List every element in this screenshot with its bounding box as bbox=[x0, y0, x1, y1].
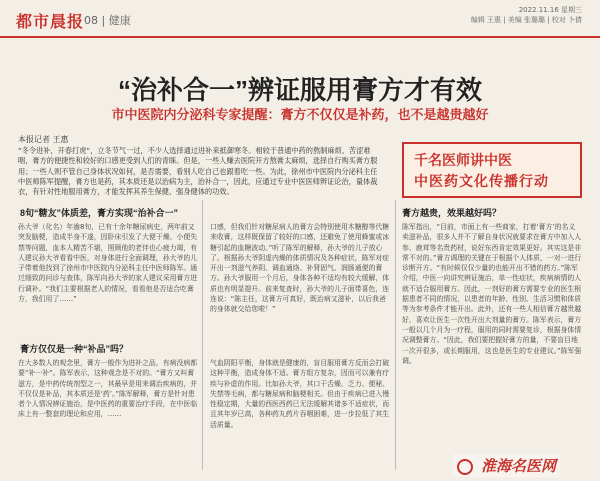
banner-line-2: 中医药文化传播行动 bbox=[414, 175, 549, 190]
banner-line-1: 千名医师讲中医 bbox=[414, 154, 512, 169]
section-heading-3: 膏方越贵，效果越好吗？ bbox=[402, 208, 502, 218]
masthead-logo: 都市晨报 bbox=[16, 14, 85, 31]
section-2-column-a: 在大多数人的观念里，膏方一般作为进补之品，有病没病都要“补一补”。陈军表示，这种观念是不对的。“膏方又叫膏滋方，是中药传统剂型之一，其最早是用来调治疾病的，并不仅仅是补品，其本质还是‘药’。”陈军解释，膏方是针对患者个人情况辨证施治，是中医药的重要治疗手段，在中医临床上有一整套的理论和应用，…… bbox=[18, 359, 198, 419]
column-divider bbox=[202, 200, 203, 470]
section-2-column-b: 气血阴阳平衡，身体就是健康的，盲目服用膏方反而会打破这种平衡，造成身体不适。膏方组方复杂，因而可以兼有疗疾与补虚的作用。比如孙大爷，其口干舌燥、乏力、便秘、失禁等毛病，都与糖尿病和脑梗相关。但由于疾病已进入慢性稳定期，大量的西医西药已无法缓解其诸多不适症状，而且其年岁已高，各种药丸药片吞咽困难，进一步拉低了其生活质量。 bbox=[210, 359, 390, 429]
section-heading-1: 8旬“糖友”体质差，膏方实现“治补合一” bbox=[20, 208, 179, 218]
section-1-column-b: 口感，但我们针对糖尿病人的膏方会特别使用木糖醇等代糖来收膏，这样既保留了较好的口感，还避免了使用蜂蜜或冰糖引起的血糖波动。”听了陈军的解释，孙大爷的儿子放心了。根据孙大爷阴虚内燥的体质情况及各种症状，陈军对症开出一剂滋气养阴、调血通络、补肾固气、润肠通便的膏方。孙大爷服用一个月后，身体各种不适均有较大缓解，体质也有明显提升。前来复查时，孙大爷的儿子面带喜色，连连说：“陈主任，这膏方可真好，既治病又滋补，以后我爸的身体就交给您啦！” bbox=[210, 223, 390, 314]
editor-line: 编辑 王惠 | 美编 张璐璐 | 校对 卜倩 bbox=[470, 16, 582, 24]
byline: 本报记者 王惠 bbox=[18, 135, 69, 144]
column-divider bbox=[395, 200, 396, 470]
section-heading-2: 膏方仅仅是一种“补品”吗？ bbox=[20, 344, 129, 354]
watermark-logo-icon bbox=[457, 459, 473, 475]
subheadline: 市中医院内分泌科专家提醒：膏方不仅仅是补药，也不是越贵越好 bbox=[111, 107, 489, 122]
section-1-column-a: 孙大爷（化名）年逾8旬，已有十余年糖尿病史，两年前又突发脑梗，造成半身不遂，因卧床引发了大便干燥、小便失禁等问题，血本人精苦不堪，照顾他的老伴也心疲力竭，有人建议孙大爷看看中医，对身体进行全面调理，孙大爷的儿子带着他找到了徐州市中医院内分泌科主任中医师陈军。通过细致的问诊与查体，陈军向孙大爷的家人建议采用膏方进行调补。“我们主要根据老人的情况，看看他是否适合吃膏方，我们用了……” bbox=[18, 223, 198, 304]
watermark-text: 淮海名医网 bbox=[480, 457, 556, 475]
section-3-column: 陈军指出，“目前，市面上有一些商家，打着‘膏方’的名义卖滋补品，很多人并不了解自身状况就要求在膏方中加入人参、鹿茸等名贵药材，说好东西肯定效果更好。其实这是非常不对的。”膏方调理的关键在于根据个人体质，一对一进行诊断开方。“有时候仅仅少量的也能开出不错的药方。”陈军介绍，中医一向讲究辨证施治，单一性症状，疾病病情的人就不适合服用膏方。因此，一剂好的膏方需要专业的医生根据患者不同的情况，以患者的年龄、性别、生活习惯和体质等为参考条件才能开出。此外，还有一些人相信膏方越贵越好，喜欢让医生一次性开出大剂量的膏方。陈军表示，膏方一般以几个月为一疗程，服用的同时需要复诊，根据身体情况调整膏方。“因此，我们要把握好膏方的量，不要盲目地一次开很多，或长期服用，这也是医生的专业建议。”陈军强调。 bbox=[402, 223, 582, 365]
masthead bbox=[0, 0, 600, 38]
campaign-banner bbox=[402, 142, 582, 198]
date-line: 2022.11.16 星期三 bbox=[518, 6, 582, 14]
intro-paragraph: “冬令进补，开春打虎”，立冬节气一过，不少人选择通过进补来抵御寒冬。相较于普通中药的熬制麻烦、苦涩难咽，膏方的便捷性和较好的口感更受到人们的青睐。但是，一些人赚去医院开方熬膏太麻烦，选择自行购买膏方服用；一些人则不管自己身体状况如何，是否需要，看别人吃自己也跟着吃一些。为此，徐州市中医院内分泌科主任中医师陈军提醒，膏方也是药，其本质还是以治病为主，治补合一，因此，应通过专业中医医师辨证论治，量体裁衣，有针对性地服用膏方，才能发挥其养生保健、强身健体的功效。 bbox=[18, 146, 378, 197]
headline: “治补合一”辨证服用膏方才有效 bbox=[117, 75, 482, 105]
watermark bbox=[453, 454, 560, 477]
issue-info bbox=[422, 5, 582, 25]
section-label: 08 | 健康 bbox=[84, 14, 131, 27]
